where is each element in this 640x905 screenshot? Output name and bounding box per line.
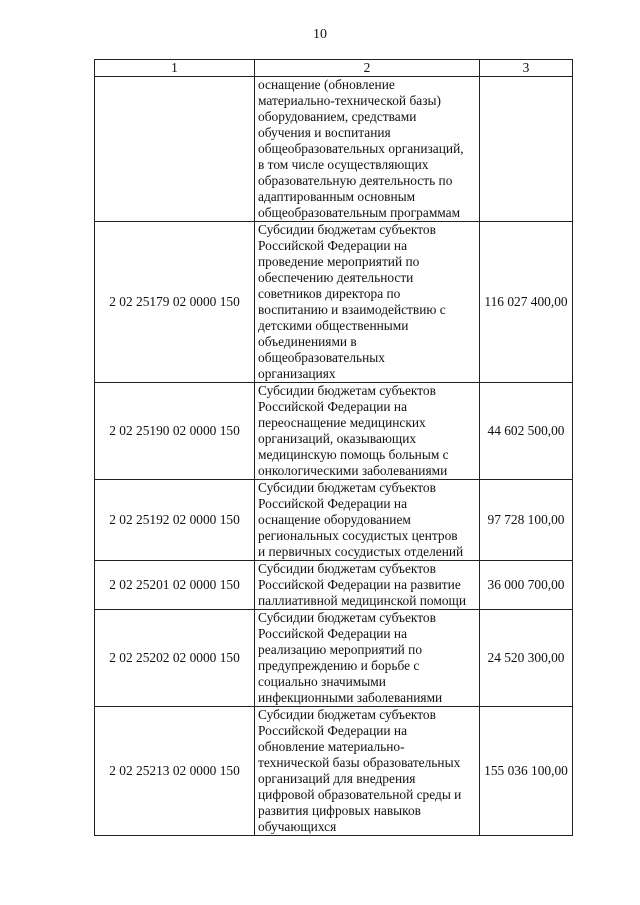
table-row xyxy=(95,707,573,836)
subsidy-description: Субсидии бюджетам субъектов Российской Федерации на обновление материально- технической базы образовательных организаций для внедрения цифровой образовательной среды и развития цифровых навыков обучающихся xyxy=(255,707,480,836)
budget-code: 2 02 25190 02 0000 150 xyxy=(95,383,255,480)
subsidy-amount: 44 602 500,00 xyxy=(480,383,573,480)
table-row xyxy=(95,561,573,610)
table-row xyxy=(95,222,573,383)
subsidy-amount xyxy=(480,77,573,222)
column-header-1: 1 xyxy=(95,60,255,77)
table-row xyxy=(95,480,573,561)
subsidy-amount: 155 036 100,00 xyxy=(480,707,573,836)
budget-code xyxy=(95,77,255,222)
subsidy-amount: 24 520 300,00 xyxy=(480,610,573,707)
table-row xyxy=(95,610,573,707)
subsidy-description: Субсидии бюджетам субъектов Российской Федерации на переоснащение медицинских организаций, оказывающих медицинскую помощь больным с онкологическими заболеваниями xyxy=(255,383,480,480)
table-row xyxy=(95,383,573,480)
column-header-2: 2 xyxy=(255,60,480,77)
subsidy-amount: 116 027 400,00 xyxy=(480,222,573,383)
subsidy-amount: 36 000 700,00 xyxy=(480,561,573,610)
budget-code: 2 02 25192 02 0000 150 xyxy=(95,480,255,561)
subsidy-amount: 97 728 100,00 xyxy=(480,480,573,561)
budget-code: 2 02 25213 02 0000 150 xyxy=(95,707,255,836)
subsidy-description: Субсидии бюджетам субъектов Российской Федерации на оснащение оборудованием региональных сосудистых центров и первичных сосудистых отделений xyxy=(255,480,480,561)
subsidy-description: оснащение (обновление материально-технической базы) оборудованием, средствами обучения и воспитания общеобразовательных организаций, в том числе осуществляющих образовательную деятельность по адаптированным основным общеобразовательным программам xyxy=(255,77,480,222)
table-row xyxy=(95,77,573,222)
subsidy-description: Субсидии бюджетам субъектов Российской Федерации на развитие паллиативной медицинской помощи xyxy=(255,561,480,610)
column-header-3: 3 xyxy=(480,60,573,77)
subsidy-description: Субсидии бюджетам субъектов Российской Федерации на реализацию мероприятий по предупреждению и борьбе с социально значимыми инфекционными заболеваниями xyxy=(255,610,480,707)
subsidy-description: Субсидии бюджетам субъектов Российской Федерации на проведение мероприятий по обеспечению деятельности советников директора по воспитанию и взаимодействию с детскими общественными объединениями в общеобразовательных организациях xyxy=(255,222,480,383)
table-header-row xyxy=(95,60,573,77)
budget-table xyxy=(94,59,573,836)
page-number: 10 xyxy=(313,27,327,42)
budget-code: 2 02 25201 02 0000 150 xyxy=(95,561,255,610)
budget-code: 2 02 25202 02 0000 150 xyxy=(95,610,255,707)
budget-code: 2 02 25179 02 0000 150 xyxy=(95,222,255,383)
